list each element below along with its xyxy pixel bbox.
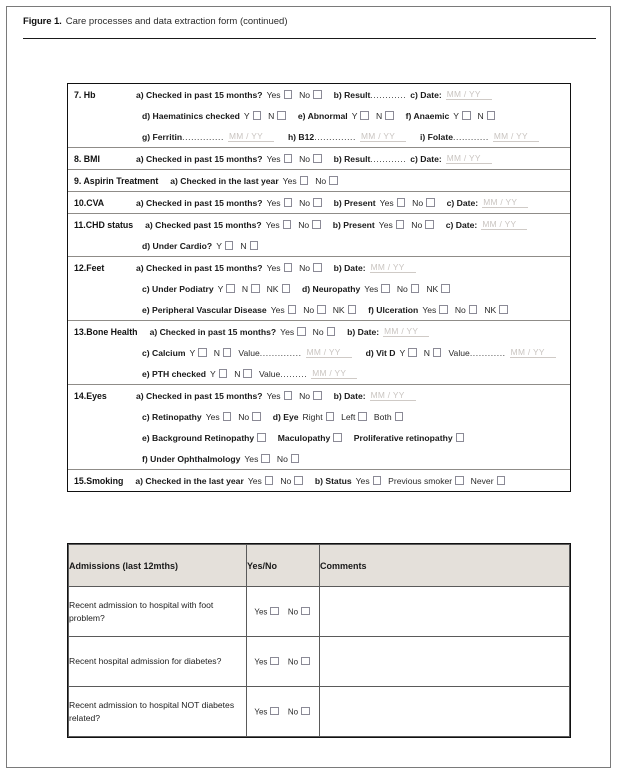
checkbox[interactable] — [385, 111, 394, 120]
label-e-background-retinopathy: e) Background Retinopathy — [142, 432, 255, 443]
checkbox[interactable] — [373, 476, 382, 485]
checkbox[interactable] — [348, 305, 357, 314]
checkbox[interactable] — [300, 176, 309, 185]
section-label-feet: 12.Feet — [74, 262, 105, 273]
label-yes: Yes — [266, 153, 281, 164]
checkbox[interactable] — [441, 284, 450, 293]
table-row — [69, 637, 570, 687]
label-no: No — [299, 89, 311, 100]
admission-yesno-cell — [247, 587, 320, 637]
checkbox[interactable] — [360, 111, 369, 120]
checkbox[interactable] — [426, 198, 435, 207]
table-row — [69, 587, 570, 637]
checkbox-no[interactable] — [301, 707, 310, 716]
label-no: No — [299, 390, 311, 401]
form-section-feet — [68, 257, 570, 321]
checkbox[interactable] — [497, 476, 506, 485]
section-label-bone-health: 13.Bone Health — [74, 326, 138, 337]
label-c-date: c) Date: — [410, 89, 442, 100]
label-never: Never — [470, 475, 494, 486]
label-c-under-podiatry: c) Under Podiatry — [142, 283, 214, 294]
checkbox[interactable] — [408, 348, 417, 357]
label-i-folate: i) Folate — [420, 131, 453, 142]
checkbox[interactable] — [439, 305, 448, 314]
label-no: No — [298, 219, 310, 230]
label-no: No — [299, 197, 311, 208]
label-no: No — [287, 607, 299, 617]
date-placeholder-mm-yy[interactable]: MM / YY — [370, 390, 416, 401]
label-maculopathy: Maculopathy — [277, 432, 331, 443]
checkbox[interactable] — [396, 220, 405, 229]
checkbox[interactable] — [284, 198, 293, 207]
label-d-eye: d) Eye — [272, 411, 299, 422]
form-section-hb — [68, 84, 570, 148]
label-yes: Yes — [266, 262, 281, 273]
label-y: Y — [399, 347, 406, 358]
label-value: Value — [258, 368, 281, 379]
section-label-eyes: 14.Eyes — [74, 390, 107, 401]
label-n: N — [375, 110, 383, 121]
admission-yesno-cell — [247, 687, 320, 737]
label-f-anaemic: f) Anaemic — [405, 110, 450, 121]
label-e-abnormal: e) Abnormal — [297, 110, 348, 121]
label-g-ferritin: g) Ferritin — [142, 131, 183, 142]
checkbox[interactable] — [223, 412, 232, 421]
label-no: No — [312, 326, 324, 337]
label-yes: Yes — [364, 283, 379, 294]
label-a-checked-past-15-months: a) Checked past 15 months? — [145, 219, 262, 230]
label-y: Y — [216, 240, 222, 251]
checkbox[interactable] — [411, 284, 420, 293]
label-d-under-cardio: d) Under Cardio? — [142, 240, 213, 251]
date-placeholder-mm-yy[interactable]: MM / YY — [228, 131, 274, 142]
checkbox-yes[interactable] — [270, 707, 279, 716]
care-process-form — [67, 83, 571, 492]
label-yes: Yes — [422, 304, 437, 315]
date-placeholder-mm-yy[interactable]: MM / YY — [306, 347, 352, 358]
label-no: No — [299, 153, 311, 164]
admission-question: Recent hospital admission for diabetes? — [69, 637, 247, 687]
label-yes: Yes — [355, 475, 370, 486]
checkbox[interactable] — [251, 284, 260, 293]
checkbox[interactable] — [433, 348, 442, 357]
dotted-leader: ......... — [280, 368, 308, 379]
label-no: No — [280, 475, 292, 486]
admissions-col-header-question: Admissions (last 12mths) — [69, 545, 247, 587]
form-line — [68, 105, 570, 126]
label-n: N — [234, 368, 241, 379]
admission-yesno-cell — [247, 637, 320, 687]
label-n: N — [240, 240, 247, 251]
label-nk: NK — [332, 304, 345, 315]
label-nk: NK — [484, 304, 497, 315]
checkbox[interactable] — [294, 476, 303, 485]
form-line — [68, 257, 570, 278]
admissions-header-row — [69, 545, 570, 587]
checkbox[interactable] — [499, 305, 508, 314]
checkbox-yes[interactable] — [270, 657, 279, 666]
checkbox[interactable] — [261, 454, 270, 463]
label-a-checked-in-past-15-months: a) Checked in past 15 months? — [149, 326, 277, 337]
form-line — [68, 448, 570, 469]
date-placeholder-mm-yy[interactable]: MM / YY — [360, 131, 406, 142]
label-f-ulceration: f) Ulceration — [368, 304, 419, 315]
caption-divider-rule — [23, 38, 596, 39]
admissions-col-header-yesno: Yes/No — [247, 545, 320, 587]
label-a-checked-in-past-15-months: a) Checked in past 15 months? — [136, 197, 263, 208]
checkbox[interactable] — [243, 369, 252, 378]
date-placeholder-mm-yy[interactable]: MM / YY — [446, 89, 492, 100]
admission-question: Recent admission to hospital with foot problem? — [69, 587, 247, 637]
label-yes: Yes — [379, 197, 394, 208]
date-placeholder-mm-yy[interactable]: MM / YY — [510, 347, 556, 358]
admission-comments-cell[interactable] — [320, 587, 570, 637]
checkbox[interactable] — [312, 220, 321, 229]
label-c-date: c) Date: — [446, 197, 479, 208]
checkbox[interactable] — [226, 284, 235, 293]
checkbox[interactable] — [282, 284, 291, 293]
checkbox[interactable] — [326, 412, 335, 421]
label-yes: Yes — [266, 390, 281, 401]
checkbox[interactable] — [219, 369, 228, 378]
date-placeholder-mm-yy[interactable]: MM / YY — [370, 262, 416, 273]
label-yes: Yes — [254, 707, 268, 717]
checkbox[interactable] — [253, 111, 262, 120]
label-yes: Yes — [265, 219, 280, 230]
checkbox[interactable] — [284, 154, 293, 163]
checkbox-no[interactable] — [301, 657, 310, 666]
checkbox[interactable] — [397, 198, 406, 207]
checkbox[interactable] — [329, 176, 338, 185]
label-y: Y — [210, 368, 216, 379]
label-yes: Yes — [247, 475, 262, 486]
label-y: Y — [217, 283, 224, 294]
label-c-date: c) Date: — [445, 219, 478, 230]
label-yes: Yes — [266, 89, 281, 100]
admissions-col-header-comments: Comments — [320, 545, 570, 587]
label-no: No — [287, 707, 299, 717]
admission-question: Recent admission to hospital NOT diabetes related? — [69, 687, 247, 737]
form-section-cva — [68, 192, 570, 214]
label-n: N — [268, 110, 275, 121]
form-line — [68, 126, 570, 147]
section-label-cva: 10.CVA — [74, 197, 105, 208]
form-line — [68, 235, 570, 256]
checkbox[interactable] — [313, 198, 322, 207]
label-b-result: b) Result — [333, 89, 371, 100]
checkbox[interactable] — [257, 433, 266, 442]
checkbox[interactable] — [250, 241, 259, 250]
label-b-present: b) Present — [333, 197, 376, 208]
form-line — [68, 321, 570, 342]
label-value: Value — [238, 347, 260, 358]
label-no: No — [315, 175, 327, 186]
checkbox[interactable] — [425, 220, 434, 229]
label-b-date: b) Date: — [333, 262, 366, 273]
label-c-date: c) Date: — [410, 153, 442, 164]
label-value: Value — [448, 347, 470, 358]
form-section-aspirin-treatment — [68, 170, 570, 192]
checkbox[interactable] — [284, 90, 293, 99]
checkbox[interactable] — [288, 305, 297, 314]
form-line — [68, 278, 570, 299]
date-placeholder-mm-yy[interactable]: MM / YY — [493, 131, 539, 142]
label-y: Y — [243, 110, 250, 121]
section-label-aspirin-treatment: 9. Aspirin Treatment — [74, 175, 159, 186]
label-no: No — [299, 262, 311, 273]
label-yes: Yes — [254, 607, 268, 617]
checkbox[interactable] — [284, 263, 293, 272]
checkbox[interactable] — [313, 263, 322, 272]
form-section-chd-status — [68, 214, 570, 257]
label-d-vit-d: d) Vit D — [365, 347, 396, 358]
checkbox[interactable] — [277, 111, 286, 120]
form-line — [68, 84, 570, 105]
dotted-leader: .............. — [259, 347, 302, 358]
form-line — [68, 299, 570, 320]
label-no: No — [412, 197, 424, 208]
form-section-smoking — [68, 470, 570, 491]
label-no: No — [303, 304, 315, 315]
label-b-result: b) Result — [333, 153, 371, 164]
label-n: N — [477, 110, 484, 121]
date-placeholder-mm-yy[interactable]: MM / YY — [481, 219, 527, 230]
checkbox[interactable] — [252, 412, 261, 421]
label-n: N — [213, 347, 220, 358]
checkbox[interactable] — [456, 433, 465, 442]
section-label-chd-status: 11.CHD status — [74, 219, 134, 230]
label-yes: Yes — [244, 453, 259, 464]
label-b-date: b) Date: — [333, 390, 366, 401]
label-b-present: b) Present — [332, 219, 375, 230]
form-line — [68, 342, 570, 363]
checkbox[interactable] — [381, 284, 390, 293]
label-yes: Yes — [254, 657, 268, 667]
checkbox[interactable] — [313, 90, 322, 99]
label-both: Both — [373, 411, 392, 422]
dotted-leader: .............. — [182, 131, 224, 142]
checkbox[interactable] — [198, 348, 207, 357]
checkbox-no[interactable] — [301, 607, 310, 616]
checkbox[interactable] — [313, 154, 322, 163]
label-yes: Yes — [270, 304, 285, 315]
label-e-peripheral-vascular-disease: e) Peripheral Vascular Disease — [142, 304, 267, 315]
checkbox[interactable] — [358, 412, 367, 421]
label-a-checked-in-past-15-months: a) Checked in past 15 months? — [136, 262, 263, 273]
form-line — [68, 214, 570, 235]
checkbox[interactable] — [395, 412, 404, 421]
figure-caption-text: Care processes and data extraction form (continued) — [65, 16, 288, 27]
date-placeholder-mm-yy[interactable]: MM / YY — [446, 153, 492, 164]
checkbox[interactable] — [297, 327, 306, 336]
checkbox[interactable] — [462, 111, 471, 120]
dotted-leader: ............ — [452, 131, 489, 142]
form-line — [68, 470, 570, 491]
label-yes: Yes — [205, 411, 220, 422]
dotted-leader: .............. — [314, 131, 357, 142]
label-a-checked-in-the-last-year: a) Checked in the last year — [135, 475, 244, 486]
checkbox[interactable] — [291, 454, 300, 463]
checkbox-yes[interactable] — [270, 607, 279, 616]
label-d-haematinics-checked: d) Haematinics checked — [142, 110, 240, 121]
checkbox[interactable] — [225, 241, 234, 250]
form-line — [68, 406, 570, 427]
label-no: No — [287, 657, 299, 667]
date-placeholder-mm-yy[interactable]: MM / YY — [383, 326, 429, 337]
table-row — [69, 687, 570, 737]
label-e-pth-checked: e) PTH checked — [142, 368, 206, 379]
label-a-checked-in-the-last-year: a) Checked in the last year — [170, 175, 279, 186]
label-y: Y — [189, 347, 196, 358]
label-c-calcium: c) Calcium — [142, 347, 186, 358]
label-y: Y — [351, 110, 358, 121]
checkbox[interactable] — [469, 305, 478, 314]
label-left: Left — [341, 411, 356, 422]
label-yes: Yes — [282, 175, 297, 186]
date-placeholder-mm-yy[interactable]: MM / YY — [482, 197, 528, 208]
label-right: Right — [302, 411, 323, 422]
label-a-checked-in-past-15-months: a) Checked in past 15 months? — [136, 390, 263, 401]
admission-comments-cell[interactable] — [320, 637, 570, 687]
figure-caption-label: Figure 1. — [23, 16, 62, 27]
label-no: No — [396, 283, 408, 294]
checkbox[interactable] — [327, 327, 336, 336]
form-line — [68, 192, 570, 213]
form-line — [68, 427, 570, 448]
label-y: Y — [453, 110, 460, 121]
checkbox[interactable] — [283, 220, 292, 229]
checkbox[interactable] — [455, 476, 464, 485]
label-f-under-ophthalmology: f) Under Ophthalmology — [142, 453, 241, 464]
form-section-eyes — [68, 385, 570, 470]
label-a-checked-in-past-15-months: a) Checked in past 15 months? — [136, 153, 263, 164]
label-yes: Yes — [378, 219, 393, 230]
label-no: No — [238, 411, 250, 422]
dotted-leader: ............ — [370, 153, 407, 164]
label-nk: NK — [266, 283, 279, 294]
checkbox[interactable] — [223, 348, 232, 357]
form-section-bmi — [68, 148, 570, 170]
admissions-table — [67, 543, 571, 738]
checkbox[interactable] — [284, 391, 293, 400]
checkbox[interactable] — [333, 433, 342, 442]
dotted-leader: ............ — [370, 89, 407, 100]
label-yes: Yes — [266, 197, 281, 208]
admission-comments-cell[interactable] — [320, 687, 570, 737]
label-c-retinopathy: c) Retinopathy — [142, 411, 202, 422]
label-a-checked-in-past-15-months: a) Checked in past 15 months? — [136, 89, 263, 100]
form-line — [68, 170, 570, 191]
label-proliferative-retinopathy: Proliferative retinopathy — [353, 432, 453, 443]
section-label-bmi: 8. BMI — [74, 153, 100, 164]
label-previous-smoker: Previous smoker — [388, 475, 453, 486]
section-label-smoking: 15.Smoking — [74, 475, 124, 486]
form-line — [68, 148, 570, 169]
date-placeholder-mm-yy[interactable]: MM / YY — [311, 368, 357, 379]
label-yes: Yes — [280, 326, 295, 337]
form-line — [68, 385, 570, 406]
label-b-status: b) Status — [314, 475, 352, 486]
checkbox[interactable] — [487, 111, 496, 120]
label-no: No — [411, 219, 423, 230]
section-label-hb: 7. Hb — [74, 89, 96, 100]
checkbox[interactable] — [265, 476, 274, 485]
label-no: No — [276, 453, 288, 464]
checkbox[interactable] — [317, 305, 326, 314]
label-h-b12: h) B12 — [287, 131, 315, 142]
label-nk: NK — [426, 283, 439, 294]
dotted-leader: ............ — [469, 347, 506, 358]
label-no: No — [454, 304, 466, 315]
label-n: N — [241, 283, 249, 294]
admissions-body — [69, 587, 570, 737]
checkbox[interactable] — [313, 391, 322, 400]
figure-caption — [23, 15, 596, 29]
form-section-bone-health — [68, 321, 570, 385]
form-line — [68, 363, 570, 384]
label-b-date: b) Date: — [347, 326, 380, 337]
label-d-neuropathy: d) Neuropathy — [302, 283, 361, 294]
page-frame — [6, 6, 611, 768]
label-n: N — [423, 347, 430, 358]
